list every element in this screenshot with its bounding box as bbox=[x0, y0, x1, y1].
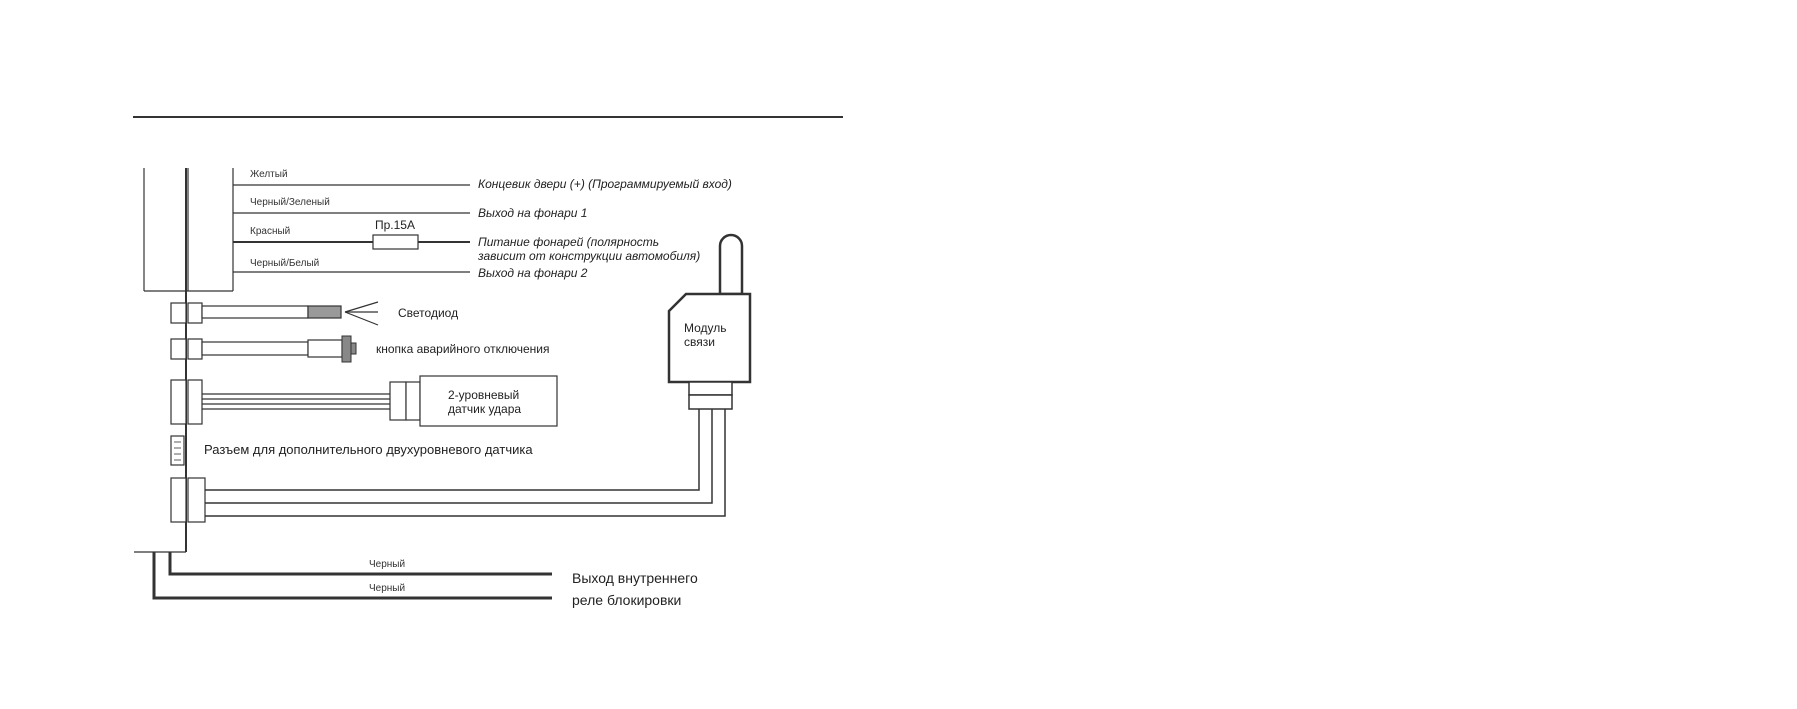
comm-module-antenna bbox=[720, 235, 742, 294]
wire-black-green bbox=[233, 197, 587, 220]
wire-black-green-destination: Выход на фонари 1 bbox=[478, 206, 588, 220]
fuse bbox=[373, 235, 418, 249]
relay-output-label-line1: Выход внутреннего bbox=[572, 570, 698, 586]
wire-yellow-destination: Концевик двери (+) (Программируемый вход) bbox=[478, 177, 732, 191]
relay-output bbox=[154, 552, 698, 608]
wire-red bbox=[233, 218, 700, 263]
wire-red-destination-line2: зависит от конструкции автомобиля) bbox=[478, 249, 701, 263]
comm-module-label-line2: связи bbox=[684, 335, 715, 349]
extra-sensor-connector bbox=[171, 436, 533, 465]
wire-yellow bbox=[233, 169, 732, 191]
shock-sensor-harness bbox=[171, 376, 557, 426]
wire-red-destination-line1: Питание фонарей (полярность bbox=[478, 235, 660, 249]
emergency-button-icon bbox=[342, 336, 351, 362]
wire-black-white-destination: Выход на фонари 2 bbox=[478, 266, 588, 280]
comm-module-label-line1: Модуль bbox=[684, 321, 727, 335]
shock-sensor-label-line2: датчик удара bbox=[448, 402, 522, 416]
relay-output-label-line2: реле блокировки bbox=[572, 592, 682, 608]
wire-black-green-label: Черный/Зеленый bbox=[250, 197, 330, 208]
led-harness bbox=[171, 302, 458, 325]
led-label: Светодиод bbox=[398, 306, 459, 320]
relay-wire1-label: Черный bbox=[369, 559, 406, 570]
shock-sensor-label-line1: 2-уровневый bbox=[448, 388, 520, 402]
led-body bbox=[308, 306, 341, 318]
wire-yellow-label: Желтый bbox=[250, 169, 288, 180]
extra-sensor-connector-label: Разъем для дополнительного двухуровневого датчика bbox=[204, 442, 533, 457]
wire-black-white-label: Черный/Белый bbox=[250, 258, 320, 269]
fuse-label: Пр.15А bbox=[375, 218, 415, 232]
emergency-button-harness bbox=[171, 336, 549, 362]
emergency-button-label: кнопка аварийного отключения bbox=[376, 342, 550, 356]
relay-wire2-label: Черный bbox=[369, 583, 406, 594]
wire-red-label: Красный bbox=[250, 226, 291, 237]
